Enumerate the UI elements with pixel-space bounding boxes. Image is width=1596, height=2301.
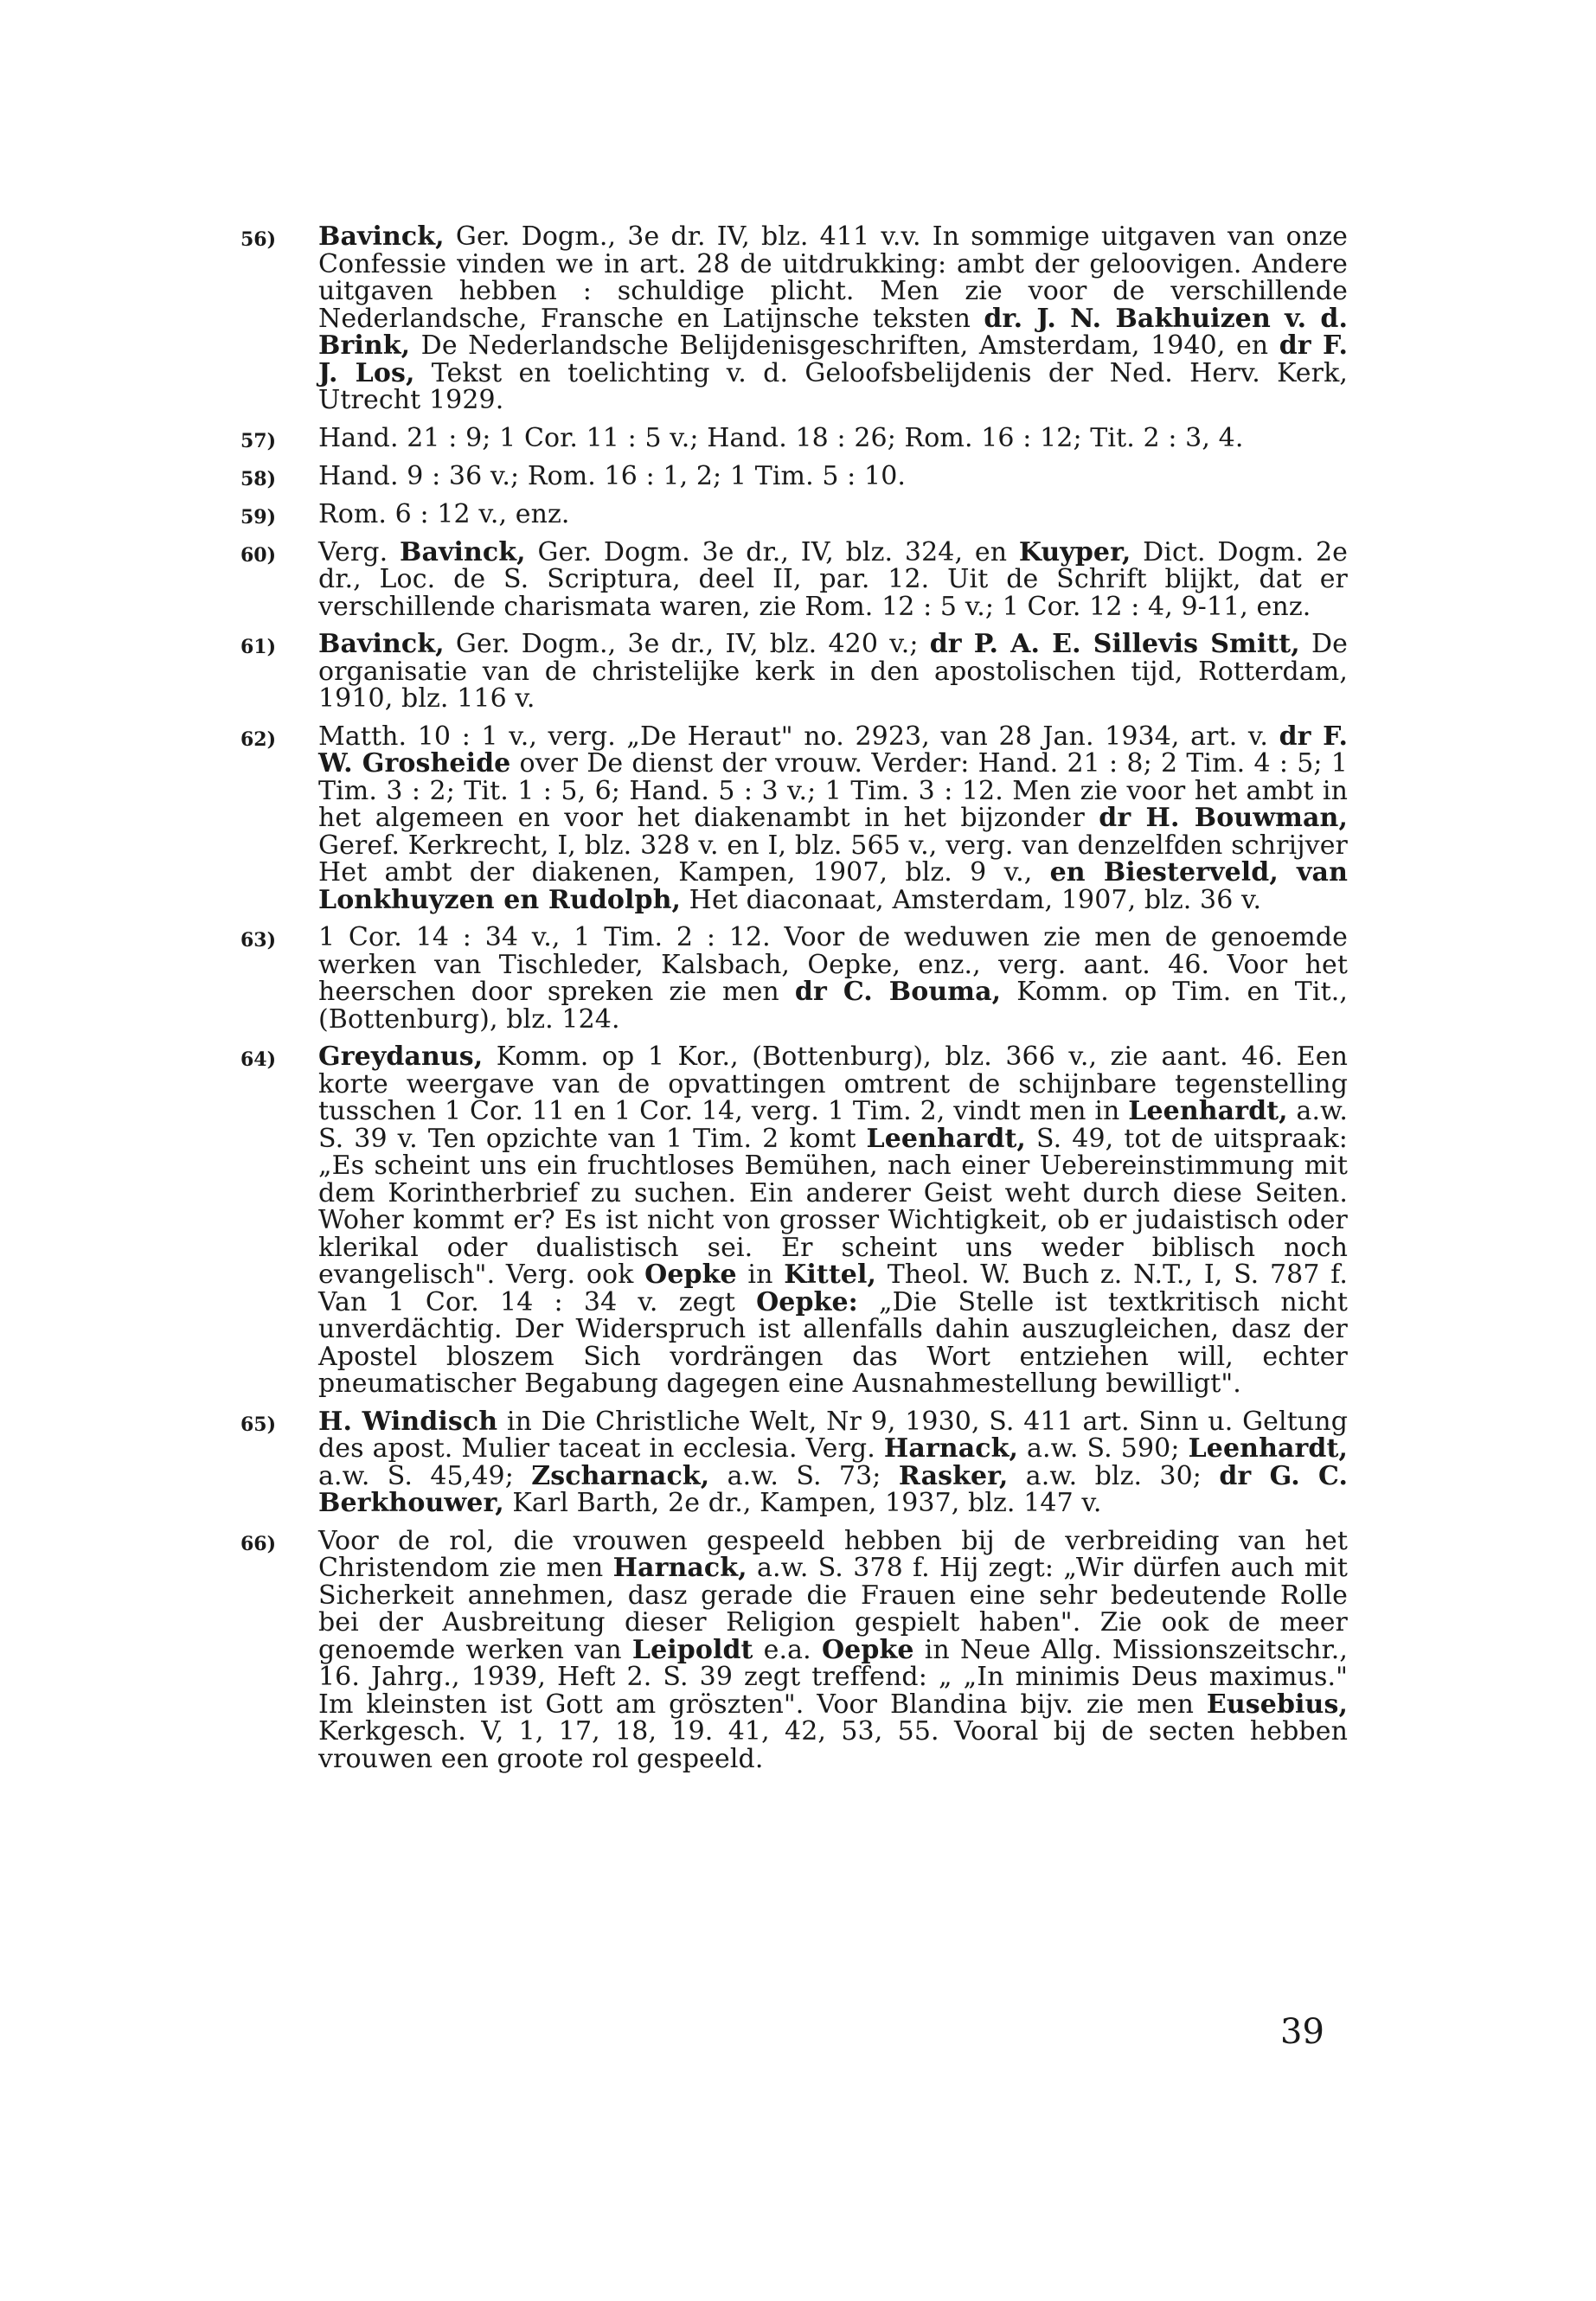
- footnote-text: [318, 1408, 1348, 1517]
- text-run: De organisatie van de christelijke kerk in den apostolischen tijd, Rotterdam, 1910, blz. 116 v.: [318, 629, 1348, 714]
- footnote-number: 63): [240, 929, 277, 952]
- footnote-number: 58): [240, 467, 277, 490]
- bold-reference: Bavinck,: [318, 629, 445, 659]
- footnote: [240, 1525, 1349, 1774]
- footnote: [240, 723, 1348, 914]
- bold-reference: Leenhardt,: [1188, 1433, 1349, 1464]
- text-run: Ger. Dogm., 3e dr. IV, blz. 411 v.v. In sommige uitgaven van onze Confessie vinden we in art. 28 de uitdrukking: ambt der geloovigen. Andere uitgaven hebben : schuldige plicht. Men zie voor de verschillende Nederlandsche, Fransche en Latijnsche teksten: [318, 221, 1348, 334]
- footnote: [240, 460, 1348, 491]
- footnote: [240, 631, 1348, 713]
- text-run: Kerkgesch. V, 1, 17, 18, 19. 41, 42, 53, 55. Vooral bij de secten hebben vrouwen een groote rol gespeeld.: [318, 1716, 1348, 1774]
- footnote-number: 57): [240, 429, 277, 452]
- footnote-text: [318, 723, 1348, 914]
- text-run: in Neue Allg. Missionszeitschr., 16. Jahrg., 1939, Heft 2. S. 39 zegt treffend: „ „In minimis Deus maximus." Im kleinsten ist Gott am gröszten". Voor Blandina bijv. zie men: [318, 1634, 1349, 1720]
- bold-reference: Oepke: [644, 1259, 737, 1290]
- text-run: De Nederlandsche Belijdenisgeschriften, Amsterdam, 1940, en: [410, 330, 1279, 361]
- text-run: Verg.: [318, 536, 400, 567]
- text-run: Theol. W. Buch z. N.T., I, S. 787 f. Van 1 Cor. 14 : 34 v. zegt: [318, 1259, 1349, 1317]
- footnote-number: 64): [240, 1048, 277, 1071]
- footnote-number: 56): [240, 228, 277, 251]
- text-run: e.a.: [753, 1634, 822, 1665]
- text-run: a.w. S. 73;: [709, 1460, 899, 1491]
- bold-reference: Kittel,: [784, 1259, 877, 1290]
- text-run: a.w. blz. 30;: [1008, 1460, 1220, 1491]
- bold-reference: dr F. J. Los,: [318, 330, 1348, 388]
- bold-reference: en Biesterveld, van Lonkhuyzen en Rudolph,: [318, 857, 1349, 915]
- bold-reference: Leenhardt,: [1128, 1096, 1288, 1126]
- text-run: in: [736, 1259, 785, 1290]
- page-number: 39: [1280, 2012, 1324, 2052]
- bold-reference: dr P. A. E. Sillevis Smitt,: [929, 629, 1300, 659]
- footnote-text: [318, 924, 1348, 1033]
- text-run: a.w. S. 590;: [1018, 1433, 1189, 1464]
- text-run: Karl Barth, 2e dr., Kampen, 1937, blz. 147 v.: [503, 1488, 1102, 1518]
- footnote: [240, 422, 1348, 453]
- footnote-number: 65): [240, 1413, 277, 1436]
- footnote-text: [318, 536, 1349, 622]
- bold-reference: H. Windisch: [318, 1406, 498, 1437]
- text-run: in Die Christliche Welt, Nr 9, 1930, S. 411 art. Sinn u. Geltung des apost. Mulier taceat in ecclesia. Verg.: [318, 1406, 1348, 1464]
- bold-reference: dr H. Bouwman,: [1099, 803, 1348, 833]
- footnote-number: 66): [240, 1532, 277, 1555]
- bold-reference: Eusebius,: [1206, 1689, 1348, 1720]
- footnote-number: 61): [240, 636, 277, 658]
- footnote-number: 59): [240, 505, 277, 529]
- text-run: 1 Cor. 14 : 34 v., 1 Tim. 2 : 12. Voor de weduwen zie men de genoemde werken van Tischleder, Kalsbach, Oepke, enz., verg. aant. 46. Voor het heerschen door spreken zie men: [318, 922, 1348, 1007]
- text-run: a.w. S. 39 v. Ten opzichte van 1 Tim. 2 komt: [318, 1096, 1348, 1154]
- bold-reference: Greydanus,: [318, 1042, 484, 1072]
- footnote-text: [318, 1525, 1349, 1774]
- bold-reference: Harnack,: [612, 1553, 747, 1583]
- bold-reference: Leenhardt,: [866, 1123, 1026, 1154]
- bold-reference: Leipoldt: [631, 1634, 753, 1665]
- footnote: [240, 498, 1348, 529]
- text-run: Komm. op Tim. en Tit., (Bottenburg), blz. 124.: [318, 977, 1349, 1035]
- footnote: [240, 536, 1349, 622]
- bold-reference: dr G. C. Berkhouwer,: [318, 1460, 1349, 1518]
- footnote-number: 62): [240, 727, 277, 751]
- text-run: a.w. S. 45,49;: [318, 1460, 532, 1491]
- footnote: [240, 223, 1348, 414]
- footnotes-list: [240, 223, 1348, 1783]
- footnote-text: [318, 631, 1348, 713]
- text-run: Dict. Dogm. 2e dr., Loc. de S. Scriptura, deel II, par. 12. Uit de Schrift blijkt, dat er verschillende charismata waren, zie Rom. 12 : 5 v.; 1 Cor. 12 : 4, 9-11, enz.: [318, 536, 1349, 622]
- text-run: Komm. op 1 Kor., (Bottenburg), blz. 366 v., zie aant. 46. Een korte weergave van de opvattingen omtrent de schijnbare tegenstelling tusschen 1 Cor. 11 en 1 Cor. 14, verg. 1 Tim. 2, vindt men in: [318, 1042, 1348, 1126]
- bold-reference: Rasker,: [898, 1460, 1009, 1491]
- footnote-text: [318, 1043, 1348, 1398]
- text-run: Voor de rol, die vrouwen gespeeld hebben bij de verbreiding van het Christendom zie men: [318, 1525, 1348, 1583]
- bold-reference: Kuyper,: [1018, 536, 1131, 567]
- text-run: Hand. 9 : 36 v.; Rom. 16 : 1, 2; 1 Tim. 5 : 10.: [318, 460, 907, 491]
- footnote: [240, 1408, 1348, 1517]
- footnote-text: [318, 422, 1348, 453]
- text-run: Hand. 21 : 9; 1 Cor. 11 : 5 v.; Hand. 18 : 26; Rom. 16 : 12; Tit. 2 : 3, 4.: [318, 422, 1244, 453]
- bold-reference: Oepke: [821, 1634, 914, 1665]
- bold-reference: Oepke:: [756, 1286, 858, 1317]
- text-run: a.w. S. 378 f. Hij zegt: „Wir dürfen auch mit Sicherkeit annehmen, dasz gerade die Frauen eine sehr bedeutende Rolle bei der Ausbreitung dieser Religion gespielt haben". Zie ook de meer genoemde werken van: [318, 1553, 1348, 1665]
- text-run: S. 49, tot de uitspraak: „Es scheint uns ein fruchtloses Bemühen, nach einer Uebereinstimmung mit dem Korintherbrief zu suchen. Ein anderer Geist weht durch diese Seiten. Woher kommt er? Es ist nicht von grosser Wichtigkeit, ob er judaistisch oder klerikal oder dualistisch sei. Er scheint uns weder biblisch noch evangelisch". Verg. ook: [318, 1123, 1348, 1290]
- footnote-number: 60): [240, 543, 277, 567]
- text-run: Het diaconaat, Amsterdam, 1907, blz. 36 v.: [681, 884, 1262, 915]
- footnote: [240, 1043, 1348, 1398]
- footnote-text: [318, 223, 1348, 414]
- text-run: Rom. 6 : 12 v., enz.: [318, 498, 570, 529]
- bold-reference: dr F. W. Grosheide: [318, 721, 1348, 779]
- bold-reference: dr C. Bouma,: [794, 977, 1002, 1007]
- text-run: Ger. Dogm. 3e dr., IV, blz. 324, en: [525, 536, 1019, 567]
- footnote-text: [318, 460, 1348, 491]
- bold-reference: Bavinck,: [400, 536, 526, 567]
- footnote: [240, 924, 1348, 1033]
- bold-reference: Bavinck,: [318, 221, 445, 252]
- text-run: Matth. 10 : 1 v., verg. „De Heraut" no. 2923, van 28 Jan. 1934, art. v.: [318, 721, 1279, 752]
- text-run: over De dienst der vrouw. Verder: Hand. 21 : 8; 2 Tim. 4 : 5; 1 Tim. 3 : 2; Tit. 1 : 5, 6; Hand. 5 : 3 v.; 1 Tim. 3 : 12. Men zie voor het ambt in het algemeen en voor het diakenambt in het bijzonder: [318, 748, 1348, 833]
- text-run: „Die Stelle ist textkritisch nicht unverdächtig. Der Widerspruch ist allenfalls dahin auszugleichen, dasz der Apostel bloszem Sich vordrängen das Wort entziehen will, echter pneumatischer Begabung dagegen eine Ausnahmestellung bewilligt".: [318, 1286, 1348, 1399]
- bold-reference: dr. J. N. Bakhuizen v. d. Brink,: [318, 303, 1348, 361]
- footnote-text: [318, 498, 1348, 529]
- text-run: Ger. Dogm., 3e dr., IV, blz. 420 v.;: [444, 629, 930, 659]
- text-run: Geref. Kerkrecht, I, blz. 328 v. en I, blz. 565 v., verg. van denzelfden schrijver Het ambt der diakenen, Kampen, 1907, blz. 9 v.,: [318, 830, 1348, 888]
- bold-reference: Harnack,: [883, 1433, 1019, 1464]
- bold-reference: Zscharnack,: [531, 1460, 710, 1491]
- text-run: Tekst en toelichting v. d. Geloofsbelijdenis der Ned. Herv. Kerk, Utrecht 1929.: [318, 357, 1348, 415]
